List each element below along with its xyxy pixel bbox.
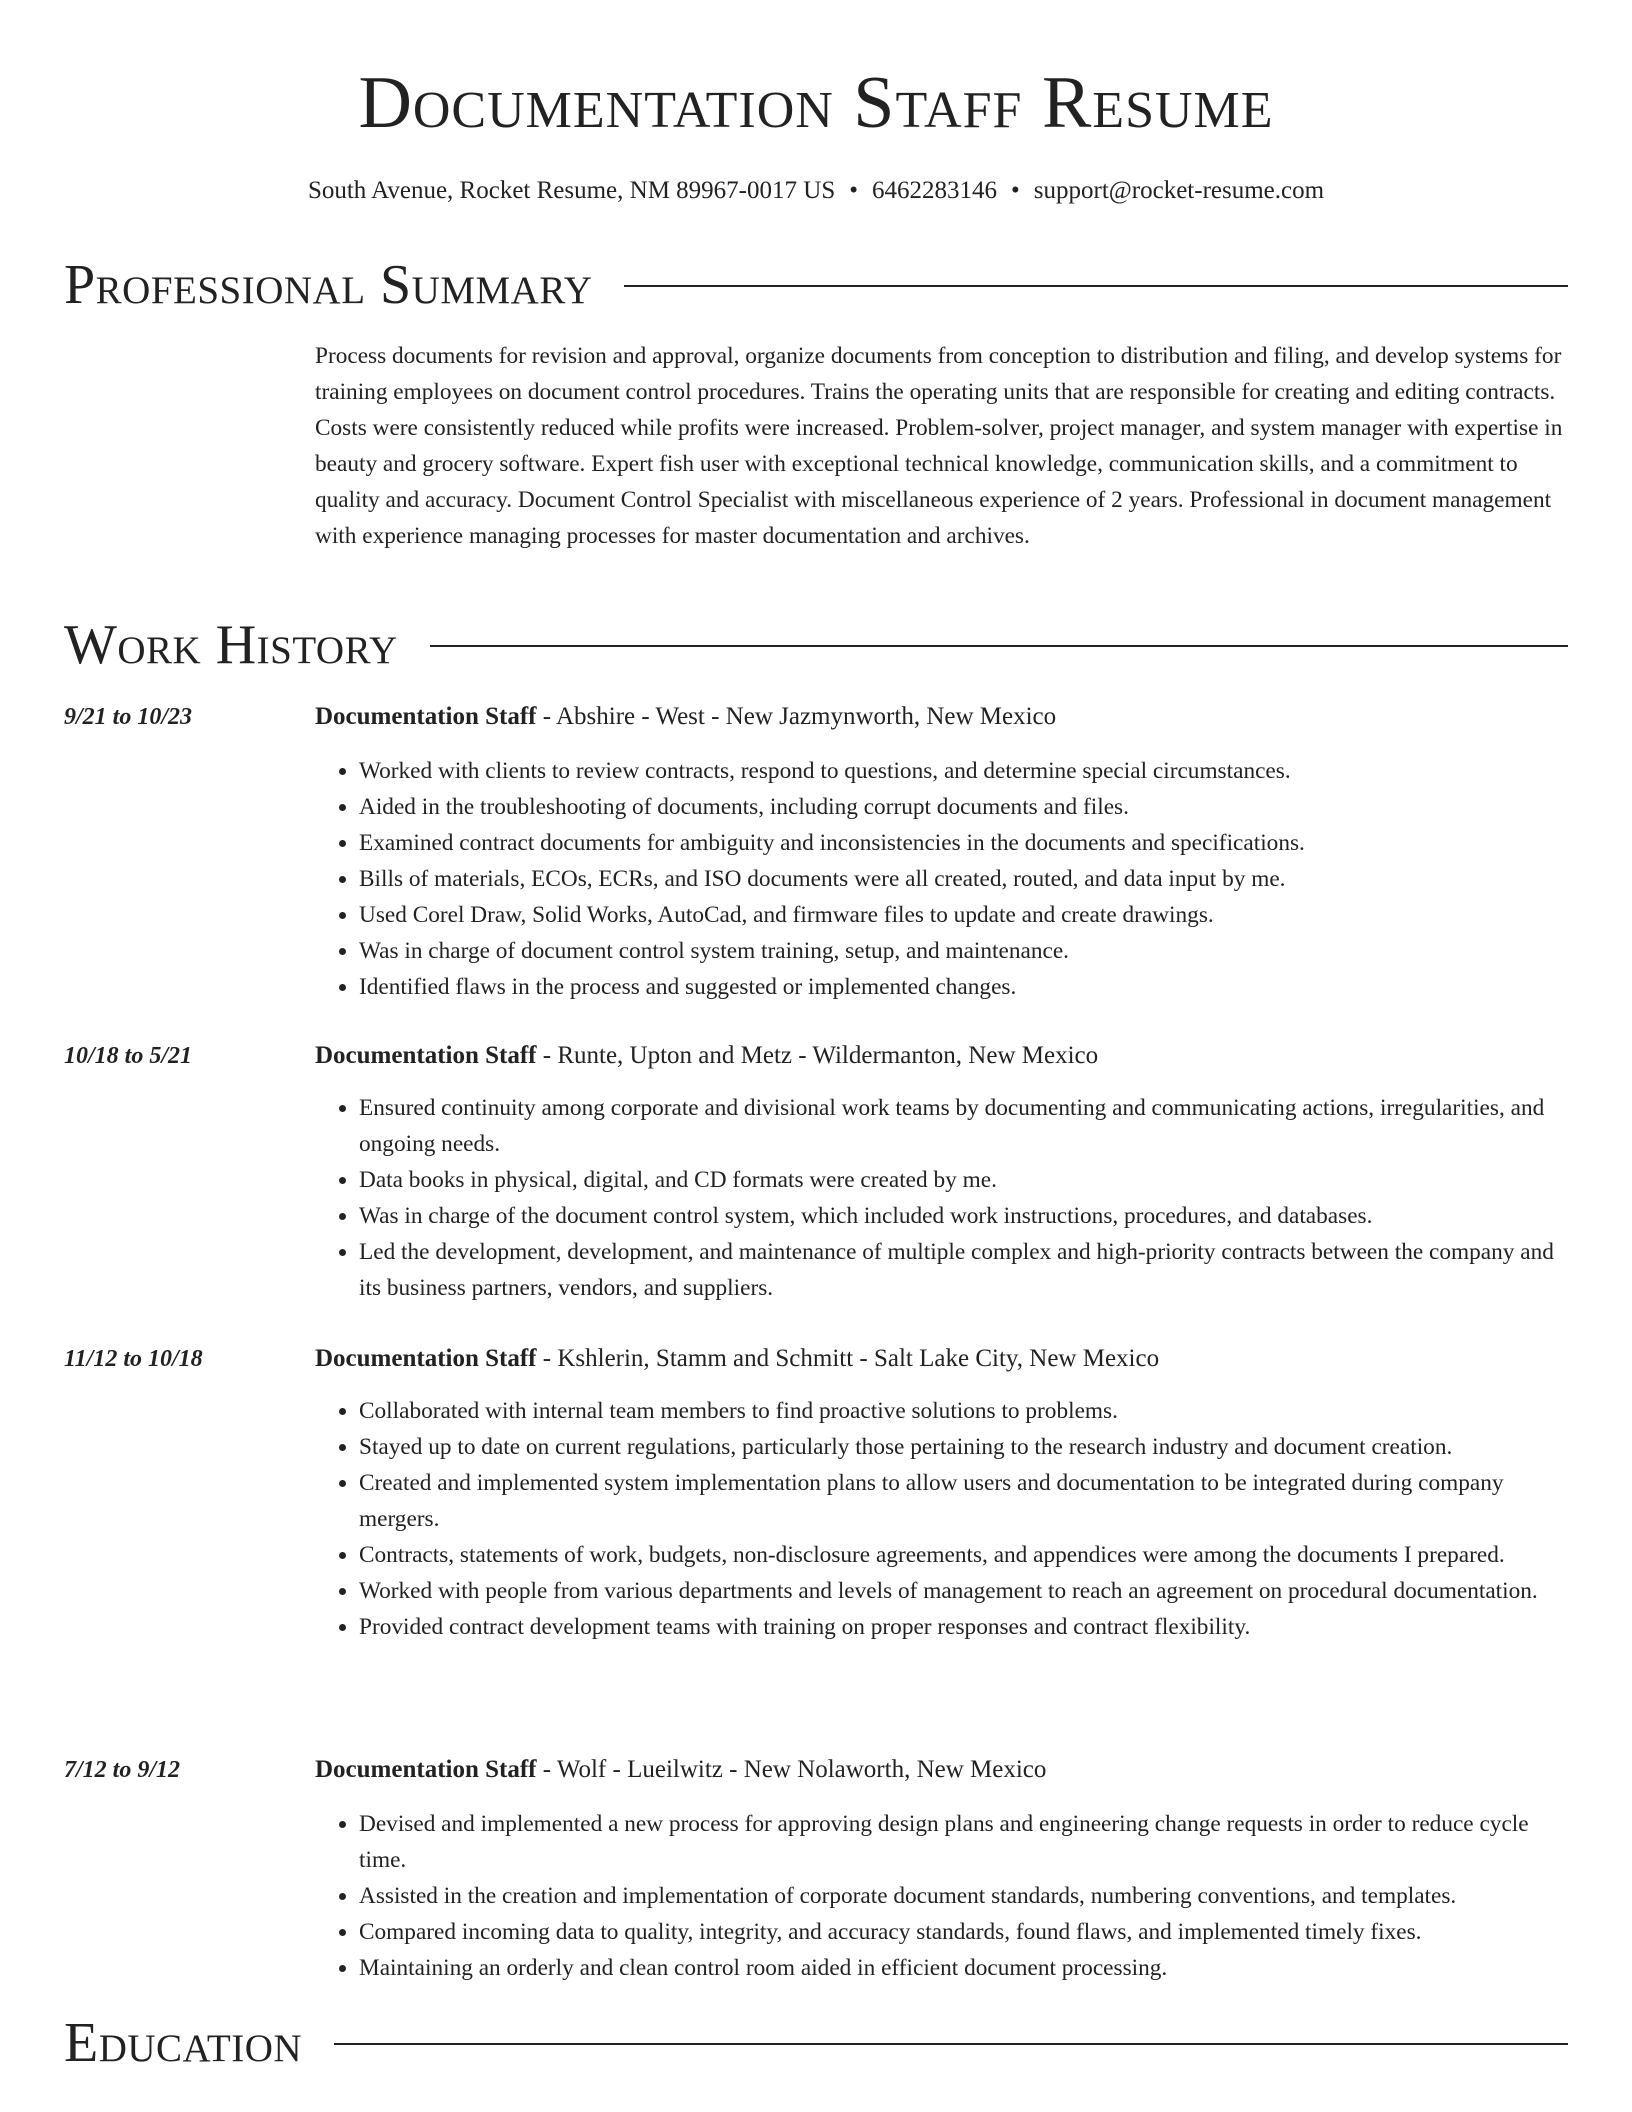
job-bullet: • Examined contract documents for ambiguity and inconsistencies in the documents and specifications. — [359, 825, 1568, 861]
section-header-work-history — [64, 612, 1568, 678]
job-bullet: • Data books in physical, digital, and CD formats were created by me. — [359, 1162, 1568, 1198]
job-bullet: • Aided in the troubleshooting of documents, including corrupt documents and files. — [359, 789, 1568, 825]
job-bullet: • Stayed up to date on current regulations, particularly those pertaining to the research industry and document creation. — [359, 1429, 1568, 1465]
job-bullet: • Devised and implemented a new process for approving design plans and engineering change requests in order to reduce cycle time. — [359, 1806, 1568, 1878]
job-dates: 7/12 to 9/12 — [64, 1757, 181, 1783]
section-title-education: Education — [64, 2012, 303, 2074]
section-title-summary: Professional Summary — [64, 254, 593, 316]
job-heading — [315, 1752, 1046, 1788]
job-bullet: • Collaborated with internal team members to find proactive solutions to problems. — [359, 1393, 1568, 1429]
resume-title: Documentation Staff Resume — [358, 62, 1274, 144]
job-bullets — [315, 1806, 1568, 1986]
job-bullet: • Bills of materials, ECOs, ECRs, and ISO documents were all created, routed, and data input by me. — [359, 861, 1568, 897]
job-dates: 11/12 to 10/18 — [64, 1346, 203, 1372]
job-bullet: • Used Corel Draw, Solid Works, AutoCad, and firmware files to update and create drawings. — [359, 897, 1568, 933]
job-bullet: • Worked with people from various departments and levels of management to reach an agreement on procedural documentation. — [359, 1573, 1568, 1609]
contact-line — [64, 174, 1568, 208]
job-employer: - Abshire - West - New Jazmynworth, New Mexico — [536, 703, 1057, 730]
contact-email: support@rocket-resume.com — [1033, 177, 1325, 204]
job-bullet: • Provided contract development teams with training on proper responses and contract flexibility. — [359, 1609, 1568, 1645]
section-divider — [430, 645, 1568, 647]
contact-phone: 6462283146 — [872, 177, 997, 204]
section-divider — [624, 285, 1568, 287]
job-bullet: • Contracts, statements of work, budgets, non-disclosure agreements, and appendices were among the documents I prepared. — [359, 1537, 1568, 1573]
job-employer: - Wolf - Lueilwitz - New Nolaworth, New Mexico — [536, 1756, 1047, 1783]
job-bullet: • Ensured continuity among corporate and divisional work teams by documenting and communicating actions, irregularities, and ongoing needs. — [359, 1090, 1568, 1162]
job-dates: 9/21 to 10/23 — [64, 704, 193, 730]
job-bullet: • Identified flaws in the process and suggested or implemented changes. — [359, 969, 1568, 1005]
section-header-education — [64, 2010, 1568, 2076]
section-header-summary — [64, 252, 1568, 318]
job-bullet: • Created and implemented system implementation plans to allow users and documentation to be integrated during company mergers. — [359, 1465, 1568, 1537]
job-bullets — [315, 753, 1568, 1005]
job-employer: - Kshlerin, Stamm and Schmitt - Salt Lake City, New Mexico — [536, 1345, 1160, 1372]
job-bullet: • Led the development, development, and maintenance of multiple complex and high-priority contracts between the company and its business partners, vendors, and suppliers. — [359, 1234, 1568, 1306]
job-bullet: • Was in charge of document control system training, setup, and maintenance. — [359, 933, 1568, 969]
job-role: Documentation Staff — [315, 703, 537, 730]
job-bullet: • Maintaining an orderly and clean control room aided in efficient document processing. — [359, 1950, 1568, 1986]
job-bullet: • Compared incoming data to quality, integrity, and accuracy standards, found flaws, and implemented timely fixes. — [359, 1914, 1568, 1950]
job-bullets — [315, 1393, 1568, 1645]
section-title-work-history: Work History — [64, 614, 398, 676]
job-role: Documentation Staff — [315, 1042, 537, 1069]
job-dates: 10/18 to 5/21 — [64, 1043, 193, 1069]
job-bullet: • Worked with clients to review contracts, respond to questions, and determine special circumstances. — [359, 753, 1568, 789]
job-role: Documentation Staff — [315, 1345, 537, 1372]
section-divider — [334, 2043, 1568, 2045]
job-role: Documentation Staff — [315, 1756, 537, 1783]
job-employer: - Runte, Upton and Metz - Wildermanton, New Mexico — [536, 1042, 1099, 1069]
job-heading — [315, 1038, 1098, 1074]
job-bullets — [315, 1090, 1568, 1306]
job-heading — [315, 1341, 1159, 1377]
job-bullet: • Assisted in the creation and implementation of corporate document standards, numbering conventions, and templates. — [359, 1878, 1568, 1914]
contact-separator: • — [849, 177, 858, 204]
contact-separator: • — [1011, 177, 1020, 204]
contact-address: South Avenue, Rocket Resume, NM 89967-0017 US — [307, 177, 836, 204]
job-bullet: • Was in charge of the document control system, which included work instructions, procedures, and databases. — [359, 1198, 1568, 1234]
job-heading — [315, 699, 1056, 735]
summary-text: Process documents for revision and approval, organize documents from conception to distribution and filing, and develop systems for training employees on document control procedures. Trains the operating units that are responsible for creating and editing contracts. Costs were consistently reduced while profits were increased. Problem-solver, project manager, and system manager with expertise in beauty and grocery software. Expert fish user with exceptional technical knowledge, communication skills, and a commitment to quality and accuracy. Document Control Specialist with miscellaneous experience of 2 years. Professional in document management with experience managing processes for master documentation and archives. — [315, 343, 1563, 549]
